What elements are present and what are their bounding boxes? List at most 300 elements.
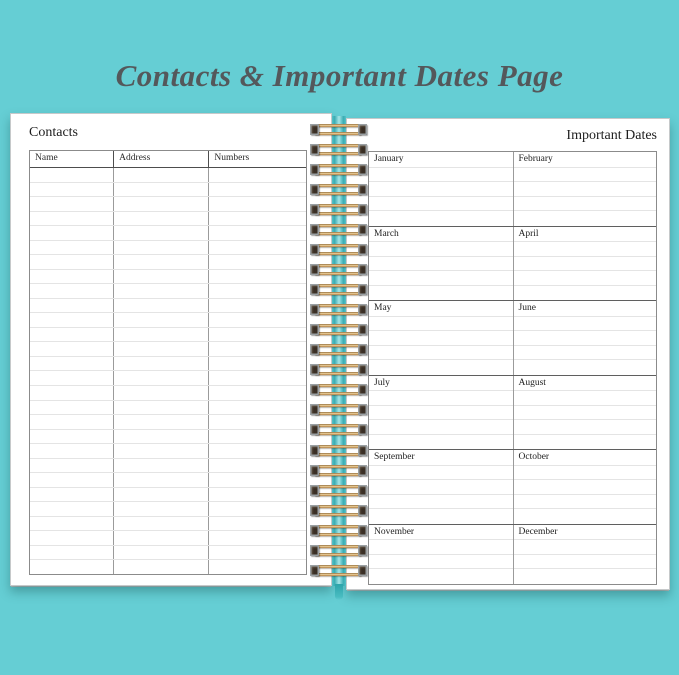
contacts-cell	[30, 313, 114, 327]
coil-wire	[315, 232, 362, 235]
contacts-cell	[114, 284, 209, 298]
ruled-line	[369, 391, 513, 406]
coil-end	[358, 565, 367, 576]
contacts-cell	[30, 226, 114, 240]
coil-end	[358, 164, 367, 175]
coil-end	[358, 344, 367, 355]
contacts-row	[30, 183, 306, 198]
coil-end	[310, 445, 319, 456]
ruled-line	[514, 211, 657, 226]
month-label: October	[514, 450, 657, 466]
contacts-cell	[114, 226, 209, 240]
contacts-cell	[30, 241, 114, 255]
contacts-row	[30, 459, 306, 474]
coil-wire	[315, 513, 362, 516]
ruled-line	[514, 242, 657, 257]
contacts-row	[30, 430, 306, 445]
ruled-line	[369, 211, 513, 226]
contacts-row	[30, 560, 306, 574]
coil-wire	[315, 493, 362, 496]
contacts-cell	[30, 168, 114, 182]
contacts-cell	[30, 517, 114, 531]
contacts-cell	[114, 168, 209, 182]
month-label: March	[369, 227, 513, 243]
month-label: May	[369, 301, 513, 317]
contacts-cell	[114, 415, 209, 429]
month-section	[369, 375, 656, 450]
contacts-row	[30, 241, 306, 256]
contacts-row	[30, 168, 306, 183]
binding-coil	[310, 445, 367, 456]
contacts-cell	[209, 488, 306, 502]
coil-wire	[315, 284, 362, 287]
coil-end	[310, 304, 319, 315]
binding-coil	[310, 204, 367, 215]
contacts-cell	[114, 342, 209, 356]
binding-coil	[310, 384, 367, 395]
coil-wire	[315, 384, 362, 387]
coil-end	[310, 284, 319, 295]
contacts-cell	[209, 342, 306, 356]
contacts-cell	[114, 357, 209, 371]
contacts-row	[30, 313, 306, 328]
coil-end	[358, 505, 367, 516]
ruled-line	[514, 197, 657, 212]
contacts-cell	[30, 284, 114, 298]
binding-coil	[310, 404, 367, 415]
ruled-line	[514, 168, 657, 183]
coil-end	[310, 344, 319, 355]
month-cell	[369, 376, 513, 450]
binding-coil	[310, 284, 367, 295]
contacts-row	[30, 212, 306, 227]
contacts-row	[30, 299, 306, 314]
coil-end	[358, 465, 367, 476]
ruled-line	[369, 346, 513, 361]
coil-wire	[315, 144, 362, 147]
coil-end	[358, 364, 367, 375]
ruled-line	[369, 555, 513, 570]
month-cell	[513, 152, 657, 226]
coil-end	[358, 525, 367, 536]
coil-end	[358, 445, 367, 456]
contacts-cell	[114, 546, 209, 560]
coil-end	[358, 304, 367, 315]
coil-end	[310, 144, 319, 155]
contacts-cell	[114, 560, 209, 574]
binding-coil	[310, 164, 367, 175]
contacts-heading: Contacts	[29, 125, 78, 140]
contacts-cell	[30, 357, 114, 371]
contacts-cell	[114, 473, 209, 487]
binding-coil	[310, 244, 367, 255]
contacts-cell	[209, 357, 306, 371]
coil-end	[310, 424, 319, 435]
contacts-cell	[30, 488, 114, 502]
binding-coil	[310, 304, 367, 315]
coil-end	[310, 204, 319, 215]
ruled-line	[369, 360, 513, 375]
contacts-cell	[114, 270, 209, 284]
contacts-cell	[30, 560, 114, 574]
page-title: Contacts & Important Dates Page	[115, 58, 564, 93]
contacts-cell	[114, 299, 209, 313]
month-section	[369, 226, 656, 301]
contacts-row	[30, 415, 306, 430]
contacts-cell	[209, 560, 306, 574]
contacts-row	[30, 197, 306, 212]
coil-wire	[315, 192, 362, 195]
coil-end	[310, 264, 319, 275]
contacts-cell	[209, 197, 306, 211]
contacts-cell	[114, 488, 209, 502]
coil-end	[358, 545, 367, 556]
contacts-cell	[114, 459, 209, 473]
ruled-line	[369, 182, 513, 197]
coil-end	[358, 424, 367, 435]
contacts-cell	[209, 371, 306, 385]
contacts-cell	[114, 241, 209, 255]
coil-wire	[315, 344, 362, 347]
ruled-line	[369, 197, 513, 212]
ruled-line	[514, 317, 657, 332]
contacts-cell	[114, 183, 209, 197]
coil-wire	[315, 332, 362, 335]
contacts-cell	[30, 531, 114, 545]
contacts-row	[30, 444, 306, 459]
contacts-cell	[114, 502, 209, 516]
contacts-cell	[209, 502, 306, 516]
contacts-cell	[209, 212, 306, 226]
coil-wire	[315, 312, 362, 315]
contacts-cell	[209, 430, 306, 444]
ruled-line	[514, 569, 657, 584]
coil-wire	[315, 525, 362, 528]
contacts-cell	[30, 386, 114, 400]
contacts-cell	[114, 197, 209, 211]
month-section	[369, 449, 656, 524]
contacts-cell	[30, 299, 114, 313]
coil-wire	[315, 224, 362, 227]
contacts-row	[30, 226, 306, 241]
ruled-line	[369, 168, 513, 183]
contacts-cell	[30, 473, 114, 487]
spiral-binding	[310, 124, 367, 576]
coil-wire	[315, 432, 362, 435]
right-page	[346, 118, 670, 590]
contacts-row	[30, 342, 306, 357]
contacts-row	[30, 357, 306, 372]
ruled-line	[514, 271, 657, 286]
binding-coil	[310, 485, 367, 496]
ruled-line	[369, 257, 513, 272]
coil-wire	[315, 124, 362, 127]
ruled-line	[369, 480, 513, 495]
coil-wire	[315, 505, 362, 508]
coil-end	[310, 404, 319, 415]
contacts-cell	[30, 444, 114, 458]
month-cell	[369, 227, 513, 301]
coil-end	[310, 224, 319, 235]
contacts-cell	[30, 430, 114, 444]
contacts-cell	[209, 386, 306, 400]
contacts-cell	[30, 459, 114, 473]
coil-wire	[315, 244, 362, 247]
binding-coil	[310, 144, 367, 155]
coil-end	[358, 144, 367, 155]
coil-end	[358, 284, 367, 295]
coil-wire	[315, 573, 362, 576]
coil-end	[358, 384, 367, 395]
ruled-line	[514, 495, 657, 510]
month-label: June	[514, 301, 657, 317]
contacts-row	[30, 546, 306, 561]
coil-wire	[315, 204, 362, 207]
contacts-cell	[114, 386, 209, 400]
contacts-cell	[30, 546, 114, 560]
coil-wire	[315, 364, 362, 367]
contacts-row	[30, 255, 306, 270]
coil-end	[358, 485, 367, 496]
coil-wire	[315, 392, 362, 395]
coil-end	[358, 404, 367, 415]
month-cell	[513, 227, 657, 301]
month-cell	[369, 525, 513, 584]
month-label: November	[369, 525, 513, 541]
contacts-cell	[209, 241, 306, 255]
month-label: January	[369, 152, 513, 168]
contacts-column-header: Address	[114, 151, 209, 167]
contacts-table-header	[30, 151, 306, 168]
coil-wire	[315, 324, 362, 327]
coil-end	[358, 204, 367, 215]
contacts-row	[30, 386, 306, 401]
ruled-line	[369, 406, 513, 421]
ruled-line	[514, 360, 657, 375]
coil-wire	[315, 172, 362, 175]
contacts-table	[29, 150, 307, 575]
coil-end	[358, 244, 367, 255]
coil-wire	[315, 372, 362, 375]
binding-coil	[310, 264, 367, 275]
important-dates-table	[368, 151, 657, 585]
contacts-cell	[30, 415, 114, 429]
ruled-line	[369, 317, 513, 332]
binding-coil	[310, 424, 367, 435]
contacts-cell	[209, 473, 306, 487]
contacts-cell	[114, 430, 209, 444]
ruled-line	[514, 182, 657, 197]
contacts-cell	[209, 328, 306, 342]
contacts-cell	[114, 255, 209, 269]
left-page	[10, 113, 332, 586]
month-cell	[513, 525, 657, 584]
contacts-cell	[114, 313, 209, 327]
coil-wire	[315, 445, 362, 448]
binding-coil	[310, 344, 367, 355]
ruled-line	[369, 466, 513, 481]
contacts-row	[30, 401, 306, 416]
contacts-row	[30, 270, 306, 285]
ruled-line	[514, 346, 657, 361]
coil-wire	[315, 412, 362, 415]
coil-wire	[315, 404, 362, 407]
coil-wire	[315, 545, 362, 548]
coil-wire	[315, 292, 362, 295]
month-cell	[369, 301, 513, 375]
coil-wire	[315, 485, 362, 488]
month-section	[369, 152, 656, 226]
contacts-column-header: Numbers	[214, 153, 250, 163]
ruled-line	[514, 555, 657, 570]
contacts-cell	[30, 328, 114, 342]
contacts-cell	[209, 401, 306, 415]
coil-wire	[315, 533, 362, 536]
coil-wire	[315, 272, 362, 275]
binding-coil	[310, 525, 367, 536]
contacts-row	[30, 531, 306, 546]
coil-wire	[315, 473, 362, 476]
contacts-cell	[30, 270, 114, 284]
month-section	[369, 524, 656, 584]
coil-wire	[315, 453, 362, 456]
contacts-cell	[114, 371, 209, 385]
coil-end	[310, 164, 319, 175]
ruled-line	[514, 435, 657, 450]
contacts-cell	[209, 531, 306, 545]
coil-wire	[315, 304, 362, 307]
ruled-line	[514, 391, 657, 406]
contacts-column-header: Name	[30, 151, 114, 167]
important-dates-heading: Important Dates	[566, 128, 657, 143]
coil-end	[358, 124, 367, 135]
coil-end	[310, 485, 319, 496]
ruled-line	[514, 257, 657, 272]
coil-wire	[315, 164, 362, 167]
binding-coil	[310, 124, 367, 135]
contacts-cell	[30, 342, 114, 356]
coil-wire	[315, 424, 362, 427]
ruled-line	[514, 509, 657, 524]
binding-coil	[310, 565, 367, 576]
coil-end	[310, 465, 319, 476]
coil-wire	[315, 565, 362, 568]
contacts-cell	[209, 168, 306, 182]
month-cell	[513, 376, 657, 450]
contacts-cell	[209, 313, 306, 327]
coil-wire	[315, 252, 362, 255]
ruled-line	[369, 420, 513, 435]
contacts-cell	[209, 517, 306, 531]
contacts-cell	[114, 401, 209, 415]
ruled-line	[369, 286, 513, 301]
month-section	[369, 300, 656, 375]
contacts-row	[30, 517, 306, 532]
contacts-row	[30, 371, 306, 386]
contacts-cell	[30, 183, 114, 197]
contacts-cell	[209, 284, 306, 298]
coil-end	[310, 384, 319, 395]
contacts-cell	[209, 270, 306, 284]
coil-wire	[315, 132, 362, 135]
contacts-cell	[114, 328, 209, 342]
ruled-line	[514, 480, 657, 495]
contacts-cell	[114, 517, 209, 531]
ruled-line	[369, 435, 513, 450]
binding-coil	[310, 184, 367, 195]
contacts-cell	[209, 444, 306, 458]
ruled-line	[514, 331, 657, 346]
month-label: September	[369, 450, 513, 466]
contacts-cell	[209, 183, 306, 197]
month-label: April	[514, 227, 657, 243]
coil-end	[310, 545, 319, 556]
contacts-cell	[114, 531, 209, 545]
coil-wire	[315, 152, 362, 155]
coil-end	[358, 224, 367, 235]
ruled-line	[369, 495, 513, 510]
binding-coil	[310, 505, 367, 516]
contacts-row	[30, 502, 306, 517]
ruled-line	[514, 540, 657, 555]
binding-coil	[310, 465, 367, 476]
ruled-line	[514, 286, 657, 301]
binding-coil	[310, 364, 367, 375]
contacts-cell	[209, 459, 306, 473]
ruled-line	[369, 331, 513, 346]
contacts-cell	[209, 226, 306, 240]
coil-wire	[315, 553, 362, 556]
contacts-cell	[209, 546, 306, 560]
month-cell	[369, 152, 513, 226]
coil-end	[310, 324, 319, 335]
coil-wire	[315, 352, 362, 355]
month-cell	[369, 450, 513, 524]
coil-end	[310, 184, 319, 195]
coil-end	[358, 184, 367, 195]
coil-end	[310, 364, 319, 375]
month-cell	[513, 450, 657, 524]
contacts-row	[30, 328, 306, 343]
ruled-line	[369, 271, 513, 286]
coil-wire	[315, 264, 362, 267]
ruled-line	[514, 406, 657, 421]
coil-end	[310, 244, 319, 255]
contacts-row	[30, 488, 306, 503]
binding-coil	[310, 324, 367, 335]
ruled-line	[514, 466, 657, 481]
contacts-cell	[30, 371, 114, 385]
contacts-cell	[209, 299, 306, 313]
month-cell	[513, 301, 657, 375]
coil-wire	[315, 212, 362, 215]
contacts-cell	[30, 197, 114, 211]
coil-wire	[315, 465, 362, 468]
contacts-row	[30, 284, 306, 299]
coil-end	[310, 505, 319, 516]
month-label: February	[514, 152, 657, 168]
contacts-cell	[30, 502, 114, 516]
contacts-cell	[114, 212, 209, 226]
ruled-line	[369, 540, 513, 555]
month-label: December	[514, 525, 657, 541]
contacts-cell	[30, 212, 114, 226]
contacts-cell	[209, 255, 306, 269]
binding-coil	[310, 545, 367, 556]
month-label: August	[514, 376, 657, 392]
contacts-table-body	[30, 168, 306, 574]
ruled-line	[369, 569, 513, 584]
